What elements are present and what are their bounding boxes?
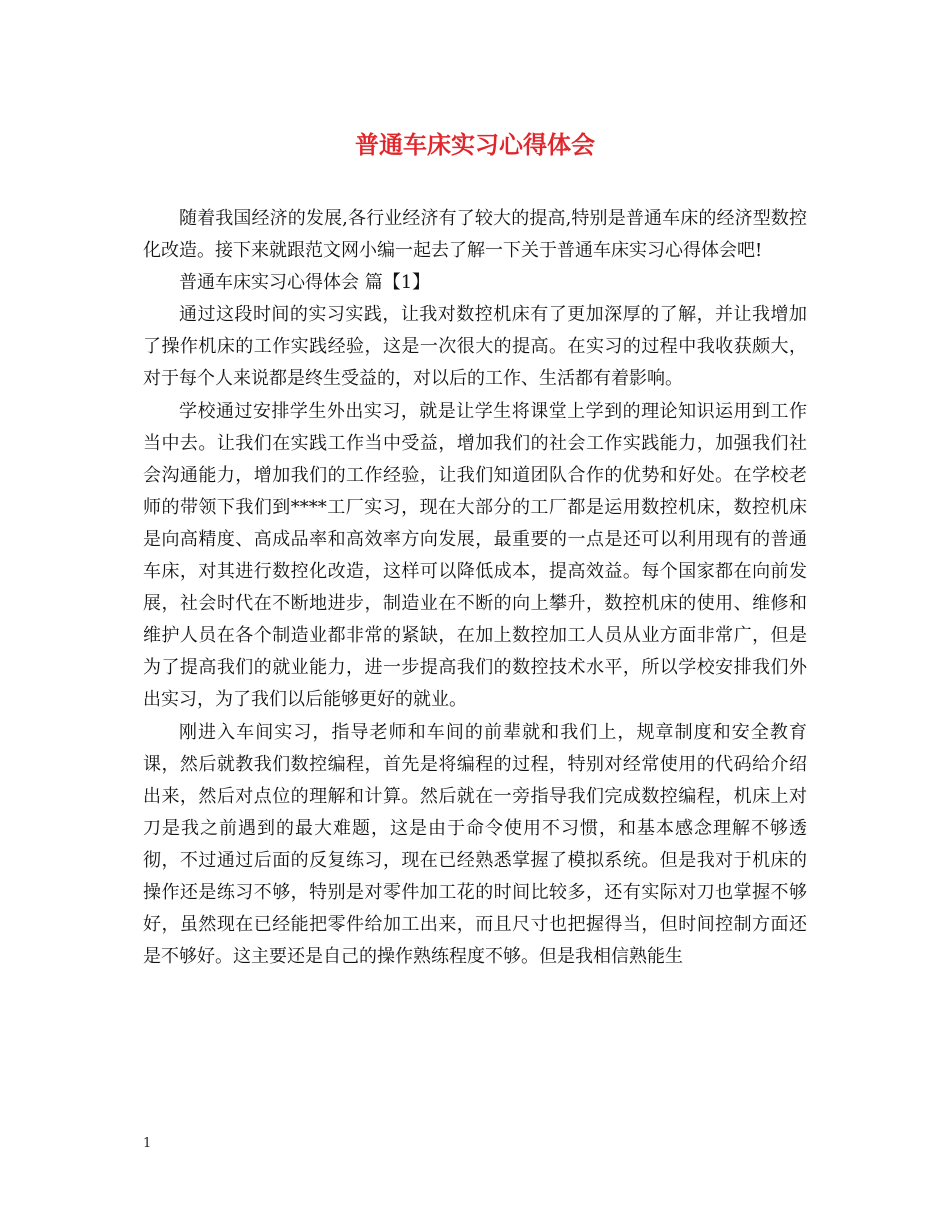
page-number: 1 (143, 1136, 152, 1151)
intro-paragraph: 随着我国经济的发展,各行业经济有了较大的提高,特别是普通车床的经济型数控化改造。接下来就跟范文网小编一起去了解一下关于普通车床实习心得体会吧! (143, 208, 807, 262)
document-title: 普通车床实习心得体会 (355, 131, 595, 159)
body-paragraph: 学校通过安排学生外出实习，就是让学生将课堂上学到的理论知识运用到工作当中去。让我们在实践工作当中受益，增加我们的社会工作实践能力，加强我们社会沟通能力，增加我们的工作经验，让我们知道团队合作的优势和好处。在学校老师的带领下我们到****工厂实习，现在大部分的工厂都是运用数控机床，数控机床是向高精度、高成品率和高效率方向发展，最重要的一点是还可以利用现有的普通车床，对其进行数控化改造，这样可以降低成本，提高效益。每个国家都在向前发展，社会时代在不断地进步，制造业在不断的向上攀升，数控机床的使用、维修和维护人员在各个制造业都非常的紧缺，在加上数控加工人员从业方面非常广，但是为了提高我们的就业能力，进一步提高我们的数控技术水平，所以学校安排我们外出实习，为了我们以后能够更好的就业。 (143, 400, 807, 711)
document-body (143, 203, 807, 973)
section-heading: 普通车床实习心得体会 篇【1】 (179, 272, 431, 294)
body-paragraph: 通过这段时间的实习实践，让我对数控机床有了更加深厚的了解，并让我增加了操作机床的工作实践经验，这是一次很大的提高。在实习的过程中我收获颇大，对于每个人来说都是终生受益的，对以后的工作、生活都有着影响。 (143, 304, 807, 390)
body-paragraph: 刚进入车间实习，指导老师和车间的前辈就和我们上，规章制度和安全教育课，然后就教我们数控编程，首先是将编程的过程，特别对经常使用的代码给介绍出来，然后对点位的理解和计算。然后就在一旁指导我们完成数控编程，机床上对刀是我之前遇到的最大难题，这是由于命令使用不习惯，和基本感念理解不够透彻，不过通过后面的反复练习，现在已经熟悉掌握了模拟系统。但是我对于机床的操作还是练习不够，特别是对零件加工花的时间比较多，还有实际对刀也掌握不够好，虽然现在已经能把零件给加工出来，而且尺寸也把握得当，但时间控制方面还是不够好。这主要还是自己的操作熟练程度不够。但是我相信熟能生 (143, 721, 807, 968)
